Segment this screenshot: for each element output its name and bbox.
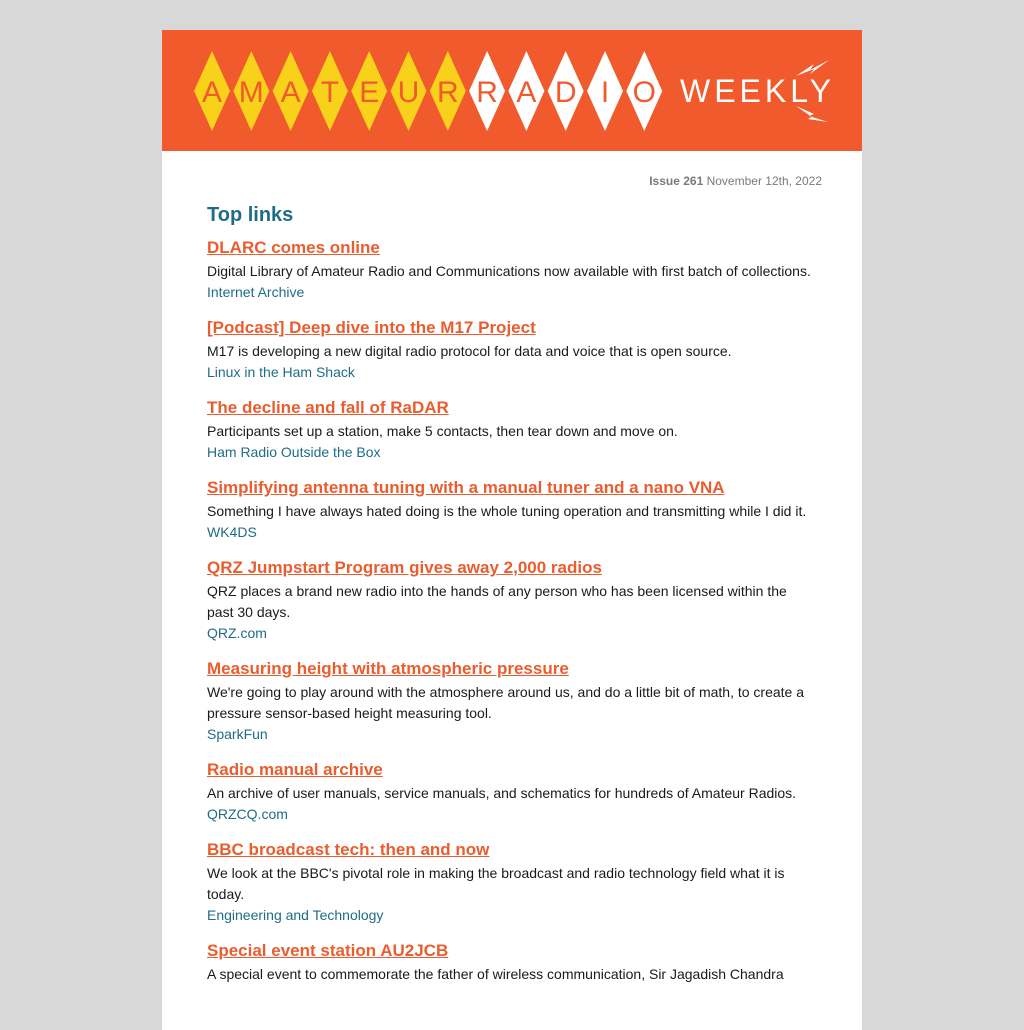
- issue-number: Issue 261: [649, 174, 704, 188]
- logo-letter: R: [436, 76, 459, 109]
- link-item-description: Participants set up a station, make 5 contacts, then tear down and move on.: [207, 423, 678, 439]
- link-item: [207, 759, 817, 825]
- logo-letter: U: [397, 76, 420, 109]
- link-item: [207, 557, 817, 644]
- link-item: [207, 397, 817, 463]
- amateur-radio-weekly-logo[interactable]: [162, 30, 862, 151]
- link-item-title[interactable]: QRZ Jumpstart Program gives away 2,000 radios: [207, 558, 602, 577]
- logo-letter: E: [359, 76, 380, 109]
- logo-letter: A: [516, 76, 537, 109]
- link-item-description: Digital Library of Amateur Radio and Communications now available with first batch of collections.: [207, 263, 811, 279]
- link-list: [207, 237, 817, 985]
- header-banner: [162, 30, 862, 151]
- link-item-title[interactable]: Special event station AU2JCB: [207, 941, 449, 960]
- logo-word-weekly: WEEKLY: [680, 73, 835, 109]
- logo-letter: A: [201, 76, 223, 109]
- link-item: [207, 839, 817, 926]
- link-item-title[interactable]: Simplifying antenna tuning with a manual tuner and a nano VNA: [207, 478, 725, 497]
- link-item-description: M17 is developing a new digital radio protocol for data and voice that is open source.: [207, 343, 732, 359]
- link-item-source[interactable]: Engineering and Technology: [207, 907, 384, 923]
- link-item-title[interactable]: The decline and fall of RaDAR: [207, 398, 449, 417]
- link-item-source[interactable]: Internet Archive: [207, 284, 305, 300]
- logo-letter: M: [238, 76, 264, 109]
- link-item-description: We're going to play around with the atmosphere around us, and do a little bit of math, to create a pressure sensor-based height measuring tool.: [207, 684, 804, 721]
- link-item: [207, 477, 817, 543]
- link-item-title[interactable]: Radio manual archive: [207, 760, 383, 779]
- link-item: [207, 658, 817, 745]
- link-item-source[interactable]: Linux in the Ham Shack: [207, 364, 355, 380]
- link-item-source[interactable]: SparkFun: [207, 726, 268, 742]
- link-item-description: We look at the BBC's pivotal role in making the broadcast and radio technology field what it is today.: [207, 865, 785, 902]
- link-item-title[interactable]: Measuring height with atmospheric pressure: [207, 659, 569, 678]
- link-item-source[interactable]: Ham Radio Outside the Box: [207, 444, 381, 460]
- link-item-source[interactable]: QRZCQ.com: [207, 806, 288, 822]
- link-item-description: An archive of user manuals, service manuals, and schematics for hundreds of Amateur Radios.: [207, 785, 797, 801]
- link-item-title[interactable]: BBC broadcast tech: then and now: [207, 840, 490, 859]
- newsletter-email: [162, 30, 862, 1030]
- section-title: Top links: [207, 204, 294, 226]
- link-item-source[interactable]: WK4DS: [207, 524, 257, 540]
- content: [207, 204, 817, 999]
- logo-letter: D: [554, 76, 577, 109]
- link-item-title[interactable]: [Podcast] Deep dive into the M17 Project: [207, 318, 536, 337]
- link-item-description: Something I have always hated doing is the whole tuning operation and transmitting while I did it.: [207, 503, 807, 519]
- link-item-description: A special event to commemorate the father of wireless communication, Sir Jagadish Chandra: [207, 966, 784, 982]
- link-item-description: QRZ places a brand new radio into the hands of any person who has been licensed within the past 30 days.: [207, 583, 787, 620]
- link-item: [207, 237, 817, 303]
- issue-date: November 12th, 2022: [706, 174, 822, 188]
- logo-letter: O: [632, 76, 656, 109]
- link-item-title[interactable]: DLARC comes online: [207, 238, 380, 257]
- logo-letter: A: [280, 76, 301, 109]
- link-item: [207, 940, 817, 985]
- logo-letter: R: [476, 76, 498, 109]
- link-item-source[interactable]: QRZ.com: [207, 625, 267, 641]
- link-item: [207, 317, 817, 383]
- issue-meta: [649, 174, 822, 188]
- logo-letter: I: [600, 76, 610, 109]
- logo-letter: T: [320, 76, 340, 109]
